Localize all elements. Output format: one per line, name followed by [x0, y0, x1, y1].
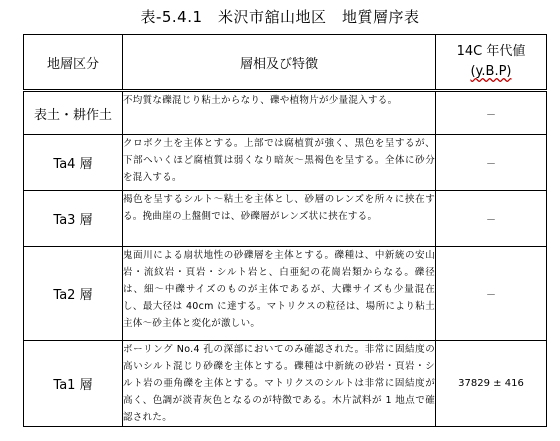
header-facies-features: 層相及び特徴: [123, 35, 436, 91]
table-caption: 表-5.4.1 米沢市舘山地区 地質層序表: [140, 8, 420, 26]
layer-description: ボーリング No.4 孔の深部においてのみ確認された。非常に固結度の高いシルト混じり砂礫を主体とする。礫種は中新統の砂岩・頁岩・シルト岩の亜角礫を主体とする。マトリクスのシルトは非常に固結度が高く、色調が淡青灰色となるのが特徴である。木片試料が 1 地点で確認された。: [123, 341, 436, 427]
layer-age: －: [436, 191, 547, 247]
layer-description: 不均質な礫混じり粘土からなり、礫や植物片が少量混入する。: [123, 91, 436, 135]
header-row: [24, 35, 547, 91]
layer-name: Ta2 層: [24, 247, 123, 341]
header-c14-age: [436, 35, 547, 91]
layer-description: 鬼面川による扇状地性の砂礫層を主体とする。礫種は、中新統の安山岩・流紋岩・頁岩・シルト岩と、白亜紀の花崗岩類からなる。礫径は、細～中礫サイズのものが主体であるが、大礫サイズも少量混在し、最大径は 40cm に達する。マトリクスの粒径は、場所により粘土主体～砂主体と変化が激しい。: [123, 247, 436, 341]
header-c14-age-label: 14C 年代値: [456, 44, 526, 59]
table-row: [24, 191, 547, 247]
layer-description: クロボク土を主体とする。上部では腐植質が強く、黒色を呈するが、下部へいくほど腐植質は弱くなり暗灰～黒褐色を呈する。全体に砂分を混入する。: [123, 135, 436, 191]
layer-name: Ta4 層: [24, 135, 123, 191]
table-row: [24, 135, 547, 191]
header-c14-age-unit: (y.B.P): [470, 64, 512, 79]
layer-name: Ta1 層: [24, 341, 123, 427]
layer-age: －: [436, 135, 547, 191]
layer-name: 表土・耕作土: [24, 91, 123, 135]
layer-description: 褐色を呈するシルト～粘土を主体とし、砂層のレンズを所々に挟在する。挽曲崖の上盤側では、砂礫層がレンズ状に挟在する。: [123, 191, 436, 247]
layer-age: －: [436, 91, 547, 135]
header-layer-division: 地層区分: [24, 35, 123, 91]
table-row: [24, 247, 547, 341]
stratigraphy-table: [23, 34, 547, 427]
layer-age: －: [436, 247, 547, 341]
table-row: [24, 91, 547, 135]
table-row: [24, 341, 547, 427]
layer-age: 37829 ± 416: [436, 341, 547, 427]
layer-name: Ta3 層: [24, 191, 123, 247]
